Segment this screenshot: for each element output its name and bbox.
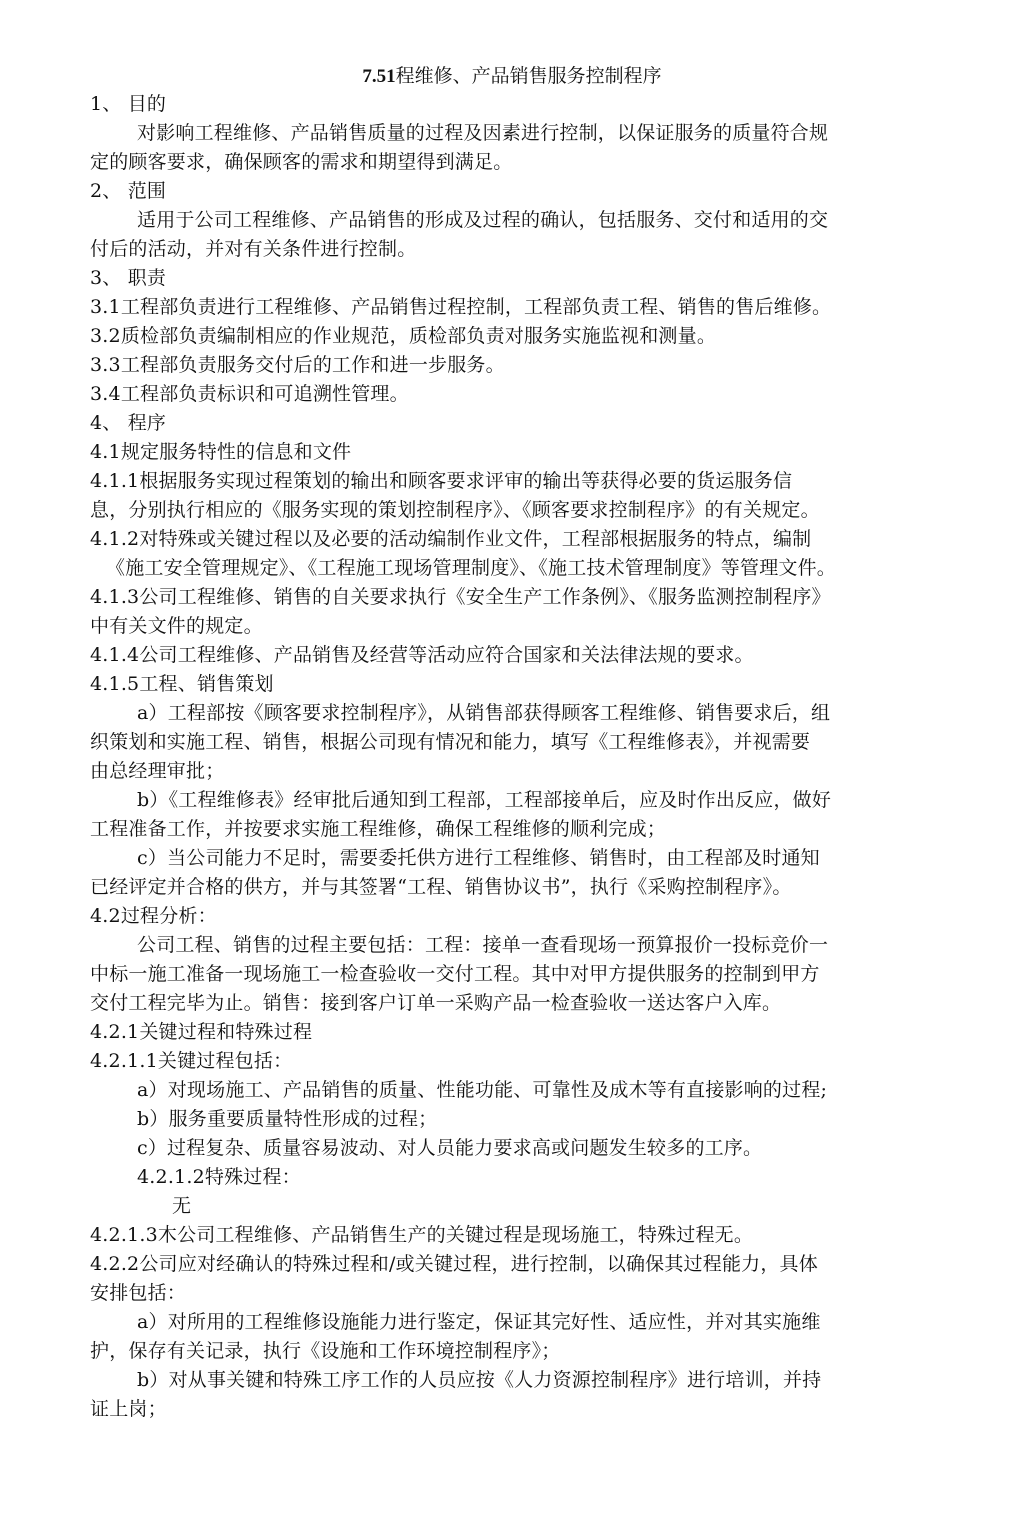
list-item: b）对从事关键和特殊工序工作的人员应按《人力资源控制程序》进行培训，并持: [137, 1369, 822, 1391]
paragraph-line: 公司工程、销售的过程主要包括：工程：接单一查看现场一预算报价一投标竞价一: [137, 934, 829, 956]
heading-scope: 2、 范围: [90, 180, 167, 202]
paragraph-line: 4.2.1.3木公司工程维修、产品销售生产的关键过程是现场施工，特殊过程无。: [90, 1224, 754, 1246]
heading-responsibility: 3、 职责: [90, 267, 167, 289]
paragraph-line: 《施工安全管理规定》、《工程施工现场管理制度》、《施工技术管理制度》等管理文件。: [106, 557, 837, 579]
heading-procedure: 4、 程序: [90, 412, 167, 434]
paragraph-line: 4.1.2对特殊或关键过程以及必要的活动编制作业文件，工程部根据服务的特点，编制: [90, 528, 812, 550]
list-item: b）服务重要质量特性形成的过程；: [137, 1108, 438, 1130]
paragraph-line: 中标一施工准备一现场施工一检查验收一交付工程。其中对甲方提供服务的控制到甲方: [90, 963, 820, 985]
subheading: 4.2.1关键过程和特殊过程: [90, 1021, 313, 1043]
list-item: c）过程复杂、质量容易波动、对人员能力要求高或问题发生较多的工序。: [137, 1137, 763, 1159]
list-item: a）对现场施工、产品销售的质量、性能功能、可靠性及成木等有直接影响的过程;: [137, 1079, 828, 1101]
title-number: 7.51: [362, 66, 396, 87]
paragraph-line: 无: [172, 1195, 192, 1217]
paragraph-line: 交付工程完毕为止。销售：接到客户订单一采购产品一检查验收一送达客户入库。: [90, 992, 782, 1014]
paragraph-line: b）《工程维修表》经审批后通知到工程部，工程部接单后，应及时作出反应，做好: [137, 789, 832, 811]
paragraph-line: 4.1.3公司工程维修、销售的自关要求执行《安全生产工作条例》、《服务监测控制程序》: [90, 586, 831, 608]
subheading: 4.2.1.2特殊过程：: [137, 1166, 301, 1188]
paragraph-line: 定的顾客要求，确保顾客的需求和期望得到满足。: [90, 151, 513, 173]
paragraph-line: 息，分别执行相应的《服务实现的策划控制程序》、《顾客要求控制程序》的有关规定。: [90, 499, 820, 521]
title-text: 程维修、产品销售服务控制程序: [395, 65, 662, 87]
paragraph-line: 安排包括：: [90, 1282, 187, 1304]
paragraph-line: 4.1.4公司工程维修、产品销售及经营等活动应符合国家和关法律法规的要求。: [90, 644, 754, 666]
subheading: 4.1.5工程、销售策划: [90, 673, 274, 695]
document-title: [0, 62, 1024, 91]
subheading: 4.1规定服务特性的信息和文件: [90, 441, 352, 463]
subheading: 4.2.1.1关键过程包括：: [90, 1050, 293, 1072]
paragraph-line: a）工程部按《顾客要求控制程序》，从销售部获得顾客工程维修、销售要求后，组: [137, 702, 831, 724]
paragraph-line: 4.1.1根据服务实现过程策划的输出和顾客要求评审的输出等获得必要的货运服务信: [90, 470, 793, 492]
paragraph-line: 织策划和实施工程、销售，根据公司现有情况和能力，填写《工程维修表》，并视需要: [90, 731, 811, 753]
subheading: 4.2过程分析：: [90, 905, 217, 927]
paragraph-line: 3.3工程部负责服务交付后的工作和进一步服务。: [90, 354, 505, 376]
paragraph-line: 中有关文件的规定。: [90, 615, 263, 637]
paragraph-line: c）当公司能力不足时，需要委托供方进行工程维修、销售时，由工程部及时通知: [137, 847, 820, 869]
paragraph-line: 对影响工程维修、产品销售质量的过程及因素进行控制，以保证服务的质量符合规: [137, 122, 829, 144]
paragraph-line: 证上岗；: [90, 1398, 167, 1420]
paragraph-line: 由总经理审批；: [90, 760, 225, 782]
paragraph-line: 付后的活动，并对有关条件进行控制。: [90, 238, 417, 260]
paragraph-line: 3.1工程部负责进行工程维修、产品销售过程控制，工程部负责工程、销售的售后维修。: [90, 296, 832, 318]
paragraph-line: 护，保存有关记录，执行《设施和工作环境控制程序》；: [90, 1340, 561, 1362]
paragraph-line: 工程准备工作，并按要求实施工程维修，确保工程维修的顺利完成；: [90, 818, 667, 840]
list-item: a）对所用的工程维修设施能力进行鉴定，保证其完好性、适应性，并对其实施维: [137, 1311, 821, 1333]
paragraph-line: 3.4工程部负责标识和可追溯性管理。: [90, 383, 409, 405]
paragraph-line: 3.2质检部负责编制相应的作业规范，质检部负责对服务实施监视和测量。: [90, 325, 717, 347]
paragraph-line: 已经评定并合格的供方，并与其签署“工程、销售协议书”，执行《采购控制程序》。: [90, 876, 792, 898]
paragraph-line: 适用于公司工程维修、产品销售的形成及过程的确认，包括服务、交付和适用的交: [137, 209, 829, 231]
paragraph-line: 4.2.2公司应对经确认的特殊过程和/或关键过程，进行控制，以确保其过程能力，具体: [90, 1253, 818, 1275]
heading-purpose: 1、 目的: [90, 93, 167, 115]
